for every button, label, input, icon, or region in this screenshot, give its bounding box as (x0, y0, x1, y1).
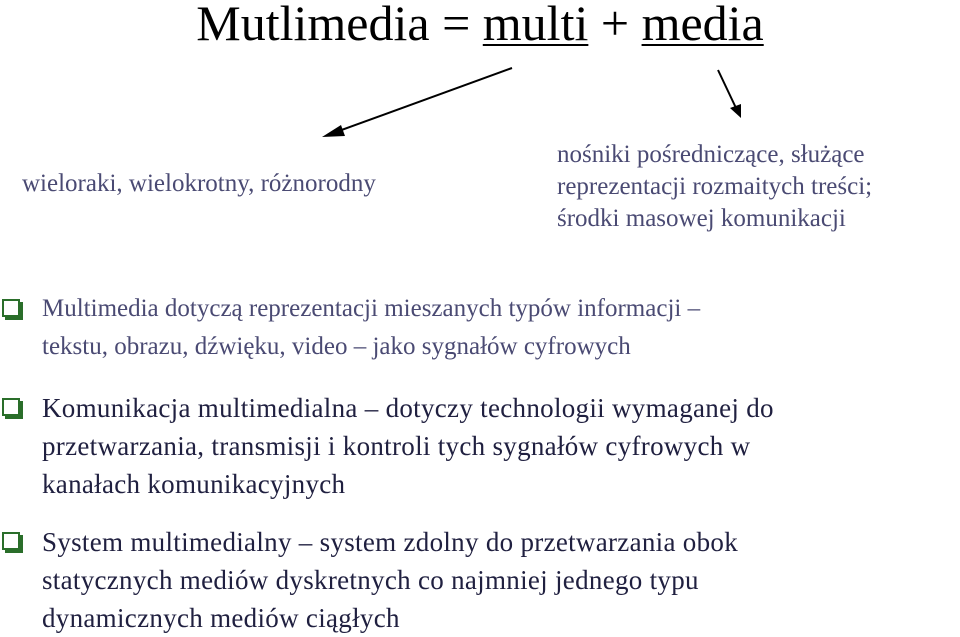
bullet-line: kanałach komunikacyjnych (42, 469, 346, 499)
media-definition (557, 139, 872, 235)
bullet-line: Multimedia dotyczą reprezentacji mieszanych typów informacji – (42, 295, 701, 322)
multi-definition: wieloraki, wielokrotny, różnorodny (22, 170, 376, 197)
checkbox-bullet-icon (2, 299, 20, 317)
bullet-line: dynamicznych mediów ciągłych (42, 603, 400, 633)
media-definition-line: środki masowej komunikacji (557, 205, 846, 232)
title-word-media: media (641, 0, 764, 51)
checkbox-bullet-icon (2, 398, 20, 416)
bullet-line: statycznych mediów dyskretnych co najmniej jednego typu (42, 565, 699, 595)
title-plus: + (600, 0, 630, 51)
arrow-right-icon (718, 70, 741, 118)
arrow-left-icon (322, 68, 512, 137)
slide-title (0, 0, 960, 51)
title-word-multi: multi (482, 0, 589, 51)
title-word-mutlimedia: Mutlimedia (196, 0, 430, 51)
title-equals: = (442, 0, 471, 51)
media-definition-line: nośniki pośredniczące, służące (557, 141, 865, 168)
bullet-line: przetwarzania, transmisji i kontroli tych sygnałów cyfrowych w (42, 431, 751, 461)
media-definition-line: reprezentacji rozmaitych treści; (557, 173, 873, 200)
checkbox-bullet-icon (2, 532, 20, 550)
bullet-line: System multimedialny – system zdolny do przetwarzania obok (42, 527, 739, 557)
bullet-line: Komunikacja multimedialna – dotyczy technologii wymaganej do (42, 393, 774, 423)
bullet-line: tekstu, obrazu, dźwięku, video – jako sygnałów cyfrowych (42, 333, 631, 360)
